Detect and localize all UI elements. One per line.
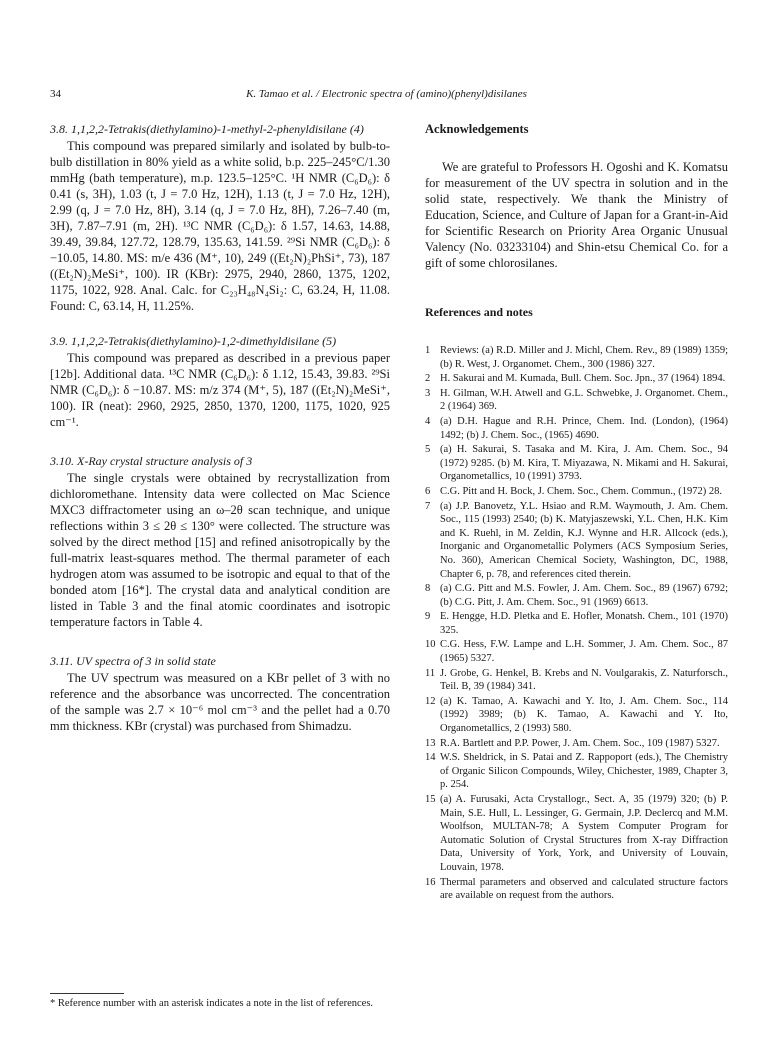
reference-number: 16 [425,876,436,888]
reference-item [425,667,728,694]
reference-text: Reviews: (a) R.D. Miller and J. Michl, Chem. Rev., 89 (1989) 1359; (b) R. West, J. Organomet. Chem., 300 (1986) 327. [440,345,728,370]
reference-text: (a) A. Furusaki, Acta Crystallogr., Sect. A, 35 (1979) 320; (b) P. Main, S.E. Hull, L. Lessinger, G. Germain, J.P. Declercq and M.M. Woolfson, MULTAN-78; A System Computer Program for Automatic Solution of Crystal Structures from X-ray Diffraction Data, University of York, York, and University of Louvain, Louvain, 1978. [440,794,728,873]
running-head: K. Tamao et al. / Electronic spectra of (amino)(phenyl)disilanes [246,88,527,100]
acknowledgements-heading: Acknowledgements [425,122,529,136]
reference-text: (a) H. Sakurai, S. Tasaka and M. Kira, J. Am. Chem. Soc., 94 (1972) 9285. (b) M. Kira, T. Miyazawa, N. Mikami and H. Sakurai, Organometallics, 10 (1991) 3793. [440,444,728,483]
section-body-3-10: The single crystals were obtained by recrystallization from dichloromethane. Intensity data were collected on Mac Science MXC3 diffractometer using an ω–2θ scan technique, and unique reflections within 3 ≤ 2θ ≤ 130° were collected. The structure was solved by the direct method [15] and refined anisotropically by the full-matrix least-squares method. The thermal parameter of each hydrogen atom was assumed to be isotropic and equal to that of the bonded atom [16*]. The crystal data and analytical condition are listed in Table 3 and the final atomic coordinates and isotropic temperature factors in Table 4. [50,471,390,629]
reference-number: 5 [425,444,431,456]
reference-text: R.A. Bartlett and P.P. Power, J. Am. Chem. Soc., 109 (1987) 5327. [440,737,720,749]
reference-text: Thermal parameters and observed and calculated structure factors are available on request from the authors. [440,876,728,902]
section-heading-3-11: 3.11. UV spectra of 3 in solid state [50,654,216,668]
reference-number: 10 [425,639,436,651]
section-heading-3-9: 3.9. 1,1,2,2-Tetrakis(diethylamino)-1,2-dimethyldisilane (5) [50,334,337,348]
reference-text: (a) K. Tamao, A. Kawachi and Y. Ito, J. Am. Chem. Soc., 114 (1992) 3989; (b) K. Tamao, A. Kawachi and Y. Ito, Organometallics, 2 (1993) 580. [440,695,728,735]
right-column [425,122,728,904]
reference-number: 6 [425,485,431,497]
reference-text: J. Grobe, G. Henkel, B. Krebs and N. Voulgarakis, Z. Naturforsch., Teil. B, 39 (1984) 341. [440,667,728,693]
section-body-3-8: This compound was prepared similarly and isolated by bulb-to-bulb distillation in 80% yield as a white solid, b.p. 225–245°C/1.30 mmHg (bath temperature), m.p. 123.5–125°C. ¹H NMR (C₆D₆): δ 0.41 (s, 3H), 1.03 (t, J = 7.0 Hz, 12H), 1.13 (t, J = 7.0 Hz, 12H), 2.99 (q, J = 7.0 Hz, 8H), 3.14 (q, J = 7.0 Hz, 8H), 7.26–7.40 (m, 3H), 7.87–7.91 (m, 2H). ¹³C NMR (C₆D₆): δ 1.57, 14.63, 14.88, 39.49, 39.84, 127.72, 128.79, 135.63, 141.59. ²⁹Si NMR (C₆D₆): δ −10.05, 14.80. MS: m/e 436 (M⁺, 10), 249 ((Et₂N)₂PhSi⁺, 73), 187 ((Et₂N)₂MeSi⁺, 100). IR (KBr): 2975, 2940, 2860, 1375, 1202, 1175, 1022, 928. Anal. Calc. for C₂₃H₄₈N₄Si₂: C, 63.24, H, 11.08. Found: C, 63.14, H, 11.25%. [50,139,390,313]
reference-number: 2 [425,373,431,385]
reference-item [425,415,728,442]
reference-number: 7 [425,500,431,512]
reference-text: (a) D.H. Hague and R.H. Prince, Chem. Ind. (London), (1964) 1492; (b) J. Chem. Soc., (1965) 4690. [440,415,728,441]
page-number: 34 [50,88,61,100]
reference-number: 15 [425,794,436,805]
reference-item [425,443,728,484]
reference-item [425,582,728,609]
reference-number: 8 [425,583,431,595]
reference-text: H. Gilman, W.H. Atwell and G.L. Schwebke, J. Organomet. Chem., 2 (1964) 369. [440,387,728,413]
reference-number: 12 [425,695,436,707]
reference-item [425,737,728,751]
reference-item [425,695,728,736]
section-heading-3-8: 3.8. 1,1,2,2-Tetrakis(diethylamino)-1-methyl-2-phenyldisilane (4) [50,122,364,136]
reference-item [425,387,728,414]
reference-number: 9 [425,611,431,623]
reference-item [425,751,728,792]
reference-text: H. Sakurai and M. Kumada, Bull. Chem. Soc. Jpn., 37 (1964) 1894. [440,373,726,385]
reference-item [425,876,728,903]
reference-item [425,638,728,665]
footnote: * Reference number with an asterisk indicates a note in the list of references. [50,998,374,1009]
reference-item [425,372,728,386]
footnote-rule [50,993,124,994]
reference-text: E. Hengge, H.D. Pletka and E. Hofler, Monatsh. Chem., 101 (1970) 325. [440,611,728,636]
reference-text: (a) C.G. Pitt and M.S. Fowler, J. Am. Chem. Soc., 89 (1967) 6792; (b) C.G. Pitt, J. Am. Chem. Soc., 91 (1969) 6613. [440,583,728,608]
reference-number: 4 [425,415,431,427]
reference-text: (a) J.P. Banovetz, Y.L. Hsiao and R.M. Waymouth, J. Am. Chem. Soc., 115 (1993) 2540; (b) K. Matyjaszewski, Y.L. Chen, H.K. Kim and K. Ruehl, in M. Zeldin, K.J. Wynne and H.R. Allcock (eds.), Inorganic and Organometallic Polymers (ACS Symposium Series, No. 360), American Chemical Society, Washington, DC, 1988, Chapter 6, p. 78, and references cited therein. [440,500,728,580]
reference-item [425,610,728,637]
reference-item [425,344,728,371]
references-heading: References and notes [425,305,533,319]
reference-list [425,344,728,903]
reference-number: 14 [425,752,436,764]
reference-number: 11 [425,667,436,679]
reference-number: 13 [425,737,436,749]
left-column [50,122,390,734]
reference-item [425,793,728,875]
reference-item [425,500,728,582]
section-body-3-11: The UV spectrum was measured on a KBr pellet of 3 with no reference and the absorbance was uncorrected. The concentration of the sample was 2.7 × 10⁻⁶ mol cm⁻³ and the pellet had a 0.70 mm thickness. KBr (crystal) was purchased from Shimadzu. [50,671,390,733]
reference-text: C.G. Pitt and H. Bock, J. Chem. Soc., Chem. Commun., (1972) 28. [440,485,723,497]
reference-number: 1 [425,345,431,356]
reference-number: 3 [425,387,431,399]
reference-item [425,485,728,499]
reference-text: W.S. Sheldrick, in S. Patai and Z. Rappoport (eds.), The Chemistry of Organic Silicon Compounds, Wiley, Chichester, 1989, Chapter 3, p. 254. [440,752,728,791]
acknowledgements-body: We are grateful to Professors H. Ogoshi and K. Komatsu for measurement of the UV spectra in solution and in the solid state, respectively. We thank the Ministry of Education, Science, and Culture of Japan for a Grant-in-Aid for Scientific Research on Priority Area Organic Unusual Valency (No. 03233104) and Shin-etsu Chemical Co. for a gift of some chlorosilanes. [425,160,728,270]
reference-text: C.G. Hess, F.W. Lampe and L.H. Sommer, J. Am. Chem. Soc., 87 (1965) 5327. [440,639,728,665]
section-heading-3-10: 3.10. X-Ray crystal structure analysis of 3 [50,454,253,468]
section-body-3-9: This compound was prepared as described in a previous paper [12b]. Additional data. ¹³C NMR (C₆D₆): δ 1.12, 15.43, 39.83. ²⁹Si NMR (C₆D₆): δ −10.87. MS: m/z 374 (M⁺, 5), 187 ((Et₂N)₂MeSi⁺, 100). IR (neat): 2960, 2925, 2850, 1370, 1200, 1175, 1020, 925 cm⁻¹. [50,351,390,429]
